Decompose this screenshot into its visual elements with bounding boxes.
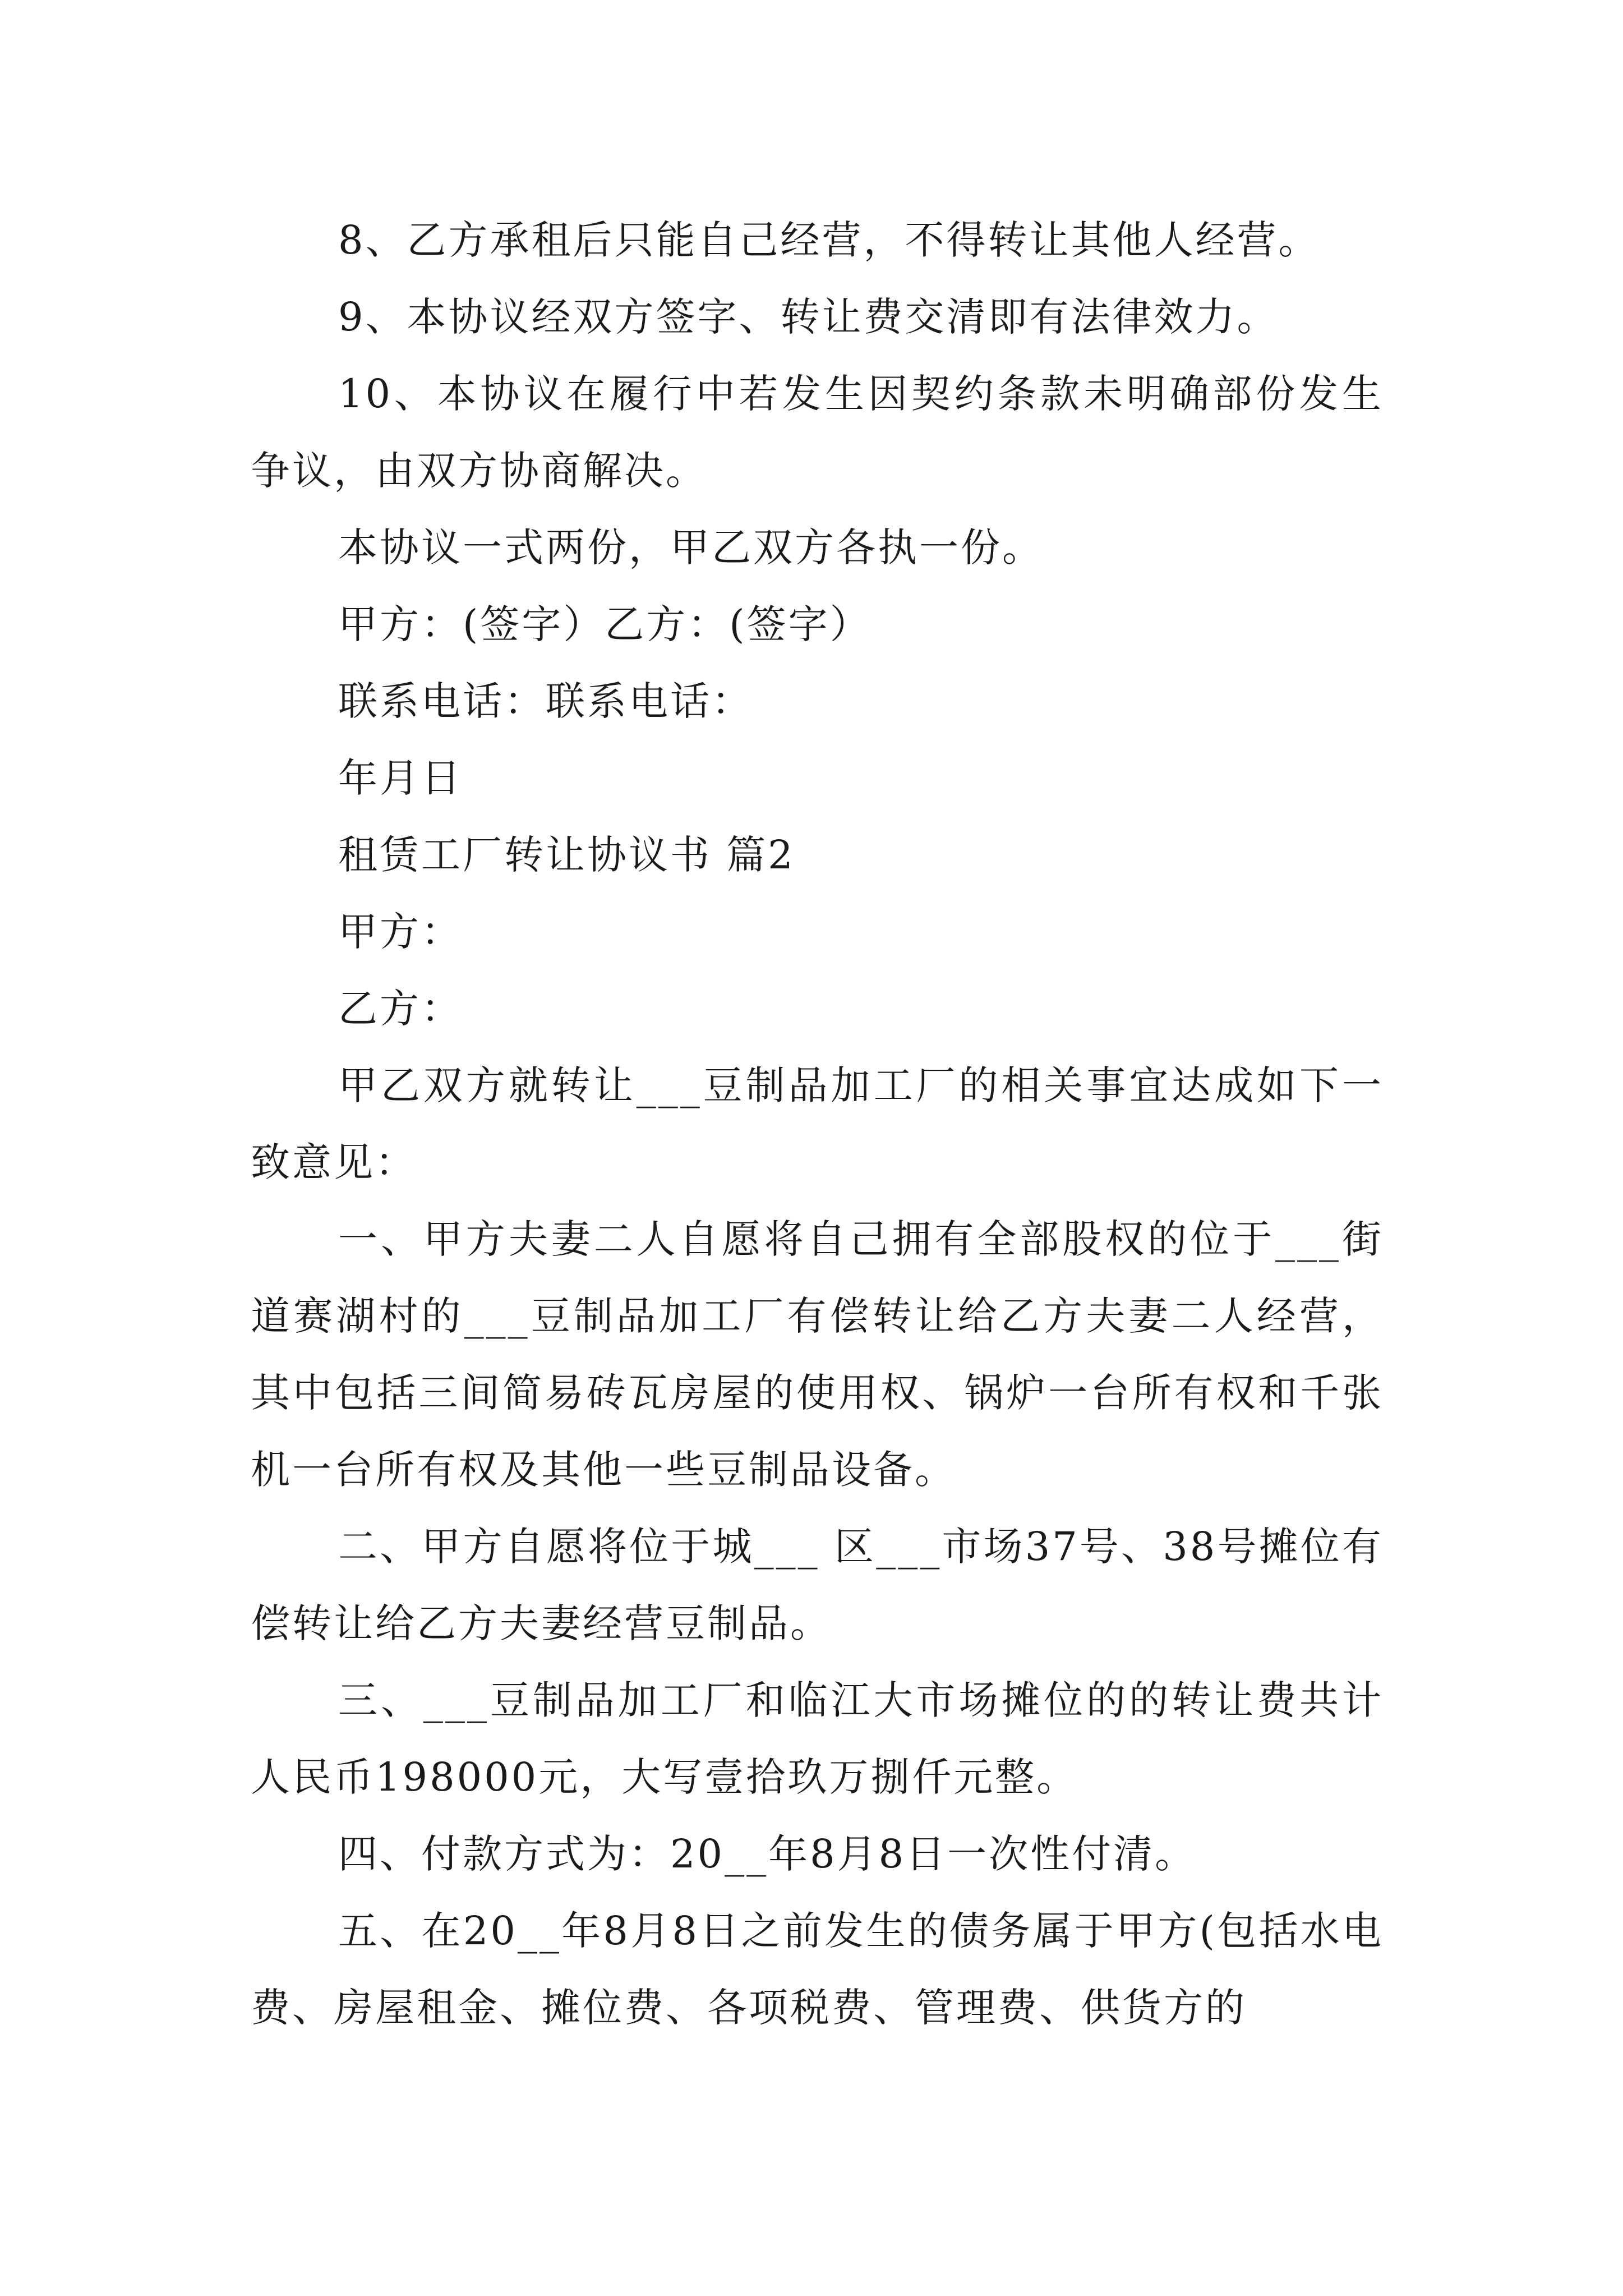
agreement-intro: 甲乙双方就转让___豆制品加工厂的相关事宜达成如下一致意见：: [251, 1062, 1384, 1185]
clause-8: 8、乙方承租后只能自己经营，不得转让其他人经营。: [338, 217, 1320, 263]
clause-9: 9、本协议经双方签字、转让费交清即有法律效力。: [338, 294, 1279, 340]
party-a-line: 甲方：: [338, 909, 463, 955]
article-4: 四、付款方式为：20__年8月8日一次性付清。: [338, 1831, 1197, 1877]
phone-line: 联系电话：联系电话：: [338, 678, 753, 724]
clause-10: 10、本协议在履行中若发生因契约条款未明确部份发生争议，由双方协商解决。: [251, 371, 1384, 494]
article-2: 二、甲方自愿将位于城___ 区___市场37号、38号摊位有偿转让给乙方夫妻经营豆制品。: [251, 1524, 1384, 1646]
signature-line: 甲方：(签字）乙方：(签字）: [338, 601, 872, 647]
copies-note: 本协议一式两份，甲乙双方各执一份。: [338, 524, 1044, 570]
article-3: 三、___豆制品加工厂和临江大市场摊位的的转让费共计人民币198000元，大写壹拾玖万捌仟元整。: [251, 1677, 1384, 1800]
document-body: [251, 202, 1384, 2046]
date-line: 年月日: [338, 755, 463, 801]
party-b-line: 乙方：: [338, 986, 463, 1032]
section-heading: 租赁工厂转让协议书 篇2: [338, 832, 795, 878]
article-5: 五、在20__年8月8日之前发生的债务属于甲方(包括水电费、房屋租金、摊位费、各项税费、管理费、供货方的: [251, 1908, 1384, 2031]
article-1: 一、甲方夫妻二人自愿将自己拥有全部股权的位于___街道赛湖村的___豆制品加工厂有偿转让给乙方夫妻二人经营，其中包括三间简易砖瓦房屋的使用权、锅炉一台所有权和千张机一台所有权及其他一些豆制品设备。: [251, 1216, 1384, 1493]
